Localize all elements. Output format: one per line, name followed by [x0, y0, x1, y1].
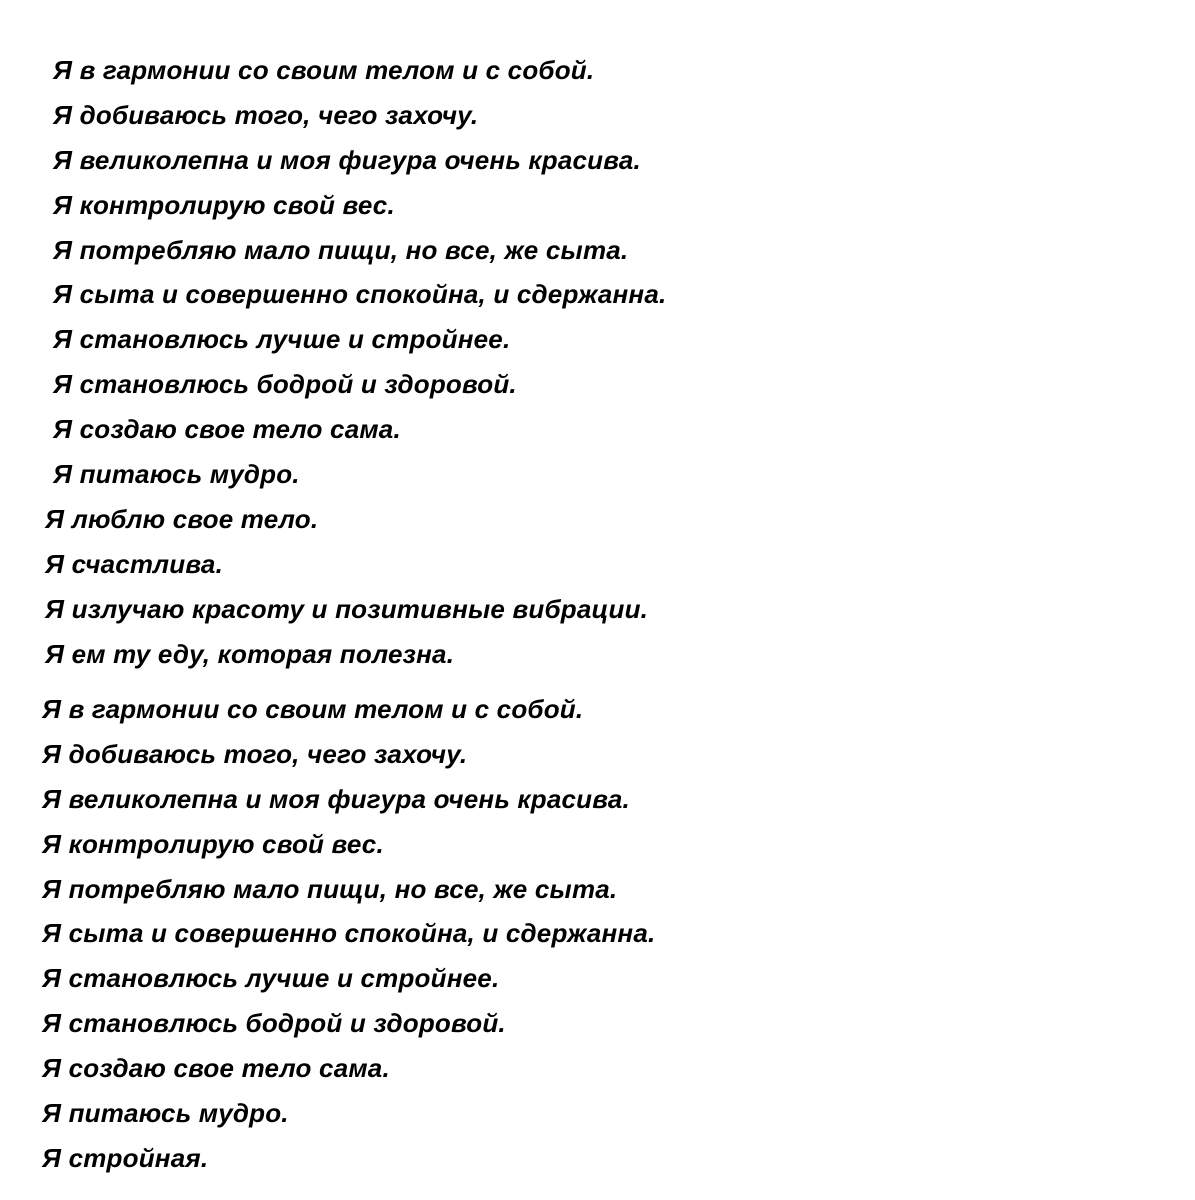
affirmation-line: Я в гармонии со своим телом и с собой. [53, 55, 595, 85]
affirmation-line: Я стройная. [42, 1142, 209, 1173]
affirmation-line: Я потребляю мало пищи, но все, же сыта. [42, 873, 618, 904]
affirmation-line: Я контролирую свой вес. [53, 189, 395, 220]
affirmation-line: Я люблю свое тело. [45, 503, 319, 534]
affirmation-line: Я добиваюсь того, чего захочу. [53, 99, 479, 130]
affirmation-line: Я сыта и совершенно спокойна, и сдержанна. [42, 918, 656, 949]
affirmation-line: Я становлюсь лучше и стройнее. [42, 963, 500, 994]
affirmation-line: Я излучаю красоту и позитивные вибрации. [45, 593, 649, 624]
affirmation-line: Я великолепна и моя фигура очень красива. [42, 783, 630, 814]
affirmation-line: Я в гармонии со своим телом и с собой. [42, 694, 584, 724]
affirmation-line: Я ем ту еду, которая полезна. [45, 638, 455, 669]
affirmation-line: Я счастлива. [45, 548, 224, 579]
affirmation-line: Я контролирую свой вес. [42, 828, 384, 859]
affirmation-line: Я сыта и совершенно спокойна, и сдержанна. [53, 279, 667, 310]
affirmation-line: Я питаюсь мудро. [53, 459, 300, 490]
affirmation-line: Я становлюсь бодрой и здоровой. [42, 1008, 506, 1039]
affirmation-list-first [0, 48, 666, 676]
affirmation-line: Я становлюсь бодрой и здоровой. [53, 369, 517, 400]
affirmation-line: Я становлюсь лучше и стройнее. [53, 324, 511, 355]
affirmation-line: Я создаю свое тело сама. [53, 414, 401, 445]
affirmation-line: Я добиваюсь того, чего захочу. [42, 738, 468, 769]
affirmation-line: Я создаю свое тело сама. [42, 1053, 390, 1084]
affirmation-line: Я питаюсь мудро. [42, 1098, 289, 1129]
affirmation-line: Я великолепна и моя фигура очень красива. [53, 144, 641, 175]
affirmation-list-second [0, 687, 655, 1181]
affirmation-line: Я потребляю мало пищи, но все, же сыта. [53, 234, 629, 265]
